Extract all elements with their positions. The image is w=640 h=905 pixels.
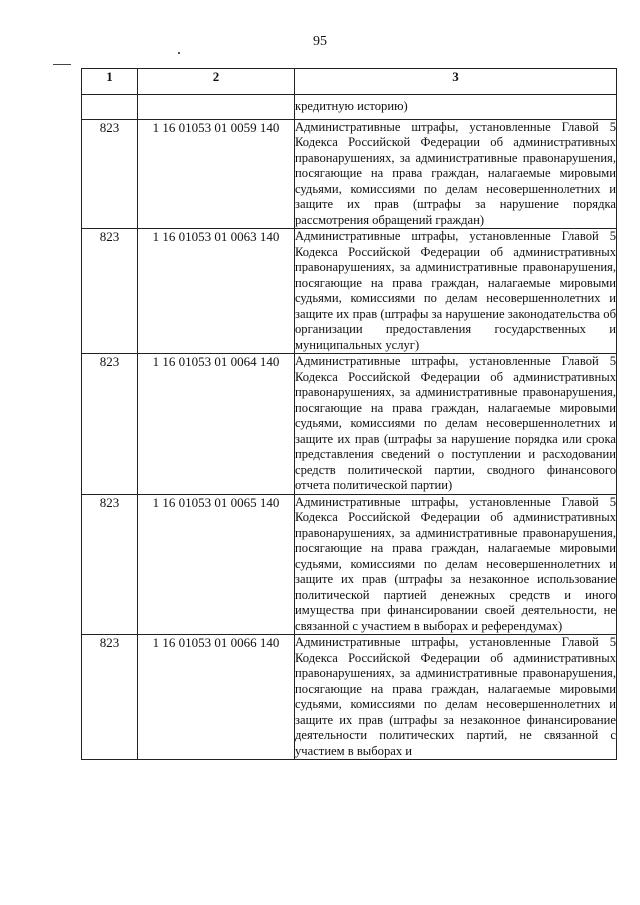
column-header-2: 2 bbox=[138, 69, 295, 95]
table-cell-admin-code: 823 bbox=[82, 494, 138, 635]
table-row-continuation bbox=[82, 95, 617, 120]
table-cell-description: Административные штрафы, установленные Главой 5 Кодекса Российской Федерации об административных правонарушениях, за административные правонарушения, посягающие на права граждан, налагаемые мировыми судьями, комиссиями по делам несовершеннолетних и защите их прав (штрафы за нарушение порядка или срока представления сведений о поступлении и расходовании средств политической партии, сводного финансового отчета политической партии) bbox=[295, 354, 616, 492]
table-cell-description: Административные штрафы, установленные Главой 5 Кодекса Российской Федерации об административных правонарушениях, за административные правонарушения, посягающие на права граждан, налагаемые мировыми судьями, комиссиями по делам несовершеннолетних и защите их прав (штрафы за незаконное использование политической партией денежных средств и иного имущества при финансировании своей деятельности, не связанной с участием в выборах и референдумах) bbox=[295, 494, 616, 633]
page-number: 95 bbox=[313, 34, 327, 49]
column-header-1: 1 bbox=[82, 69, 138, 95]
table-row bbox=[82, 229, 617, 354]
scan-artifact-line bbox=[53, 64, 71, 65]
table-cell-description: кредитную историю) bbox=[295, 95, 617, 120]
table-cell-description: Административные штрафы, установленные Главой 5 Кодекса Российской Федерации об административных правонарушениях, за административные правонарушения, посягающие на права граждан, налагаемые мировыми судьями, комиссиями по делам несовершеннолетних и защите их прав (штрафы за нарушение порядка рассмотрения обращений граждан) bbox=[295, 119, 616, 227]
table-row bbox=[82, 354, 617, 495]
column-header-3: 3 bbox=[295, 69, 617, 95]
table-cell-admin-code: 823 bbox=[82, 119, 138, 229]
table-row bbox=[82, 119, 617, 229]
table-cell-revenue-code: 1 16 01053 01 0064 140 bbox=[138, 354, 295, 495]
table-header-row bbox=[82, 69, 617, 95]
table-cell-description: Административные штрафы, установленные Главой 5 Кодекса Российской Федерации об административных правонарушениях, за административные правонарушения, посягающие на права граждан, налагаемые мировыми судьями, комиссиями по делам несовершеннолетних и защите их прав (штрафы за нарушение законодательства об организации предоставления государственных и муниципальных услуг) bbox=[295, 229, 616, 352]
table-row bbox=[82, 635, 617, 760]
table-cell-revenue-code: 1 16 01053 01 0059 140 bbox=[138, 119, 295, 229]
revenue-classification-table bbox=[81, 68, 617, 760]
table-cell-revenue-code: 1 16 01053 01 0065 140 bbox=[138, 494, 295, 635]
table-cell-description: Административные штрафы, установленные Главой 5 Кодекса Российской Федерации об административных правонарушениях, за административные правонарушения, посягающие на права граждан, налагаемые мировыми судьями, комиссиями по делам несовершеннолетних и защите их прав (штрафы за незаконное финансирование деятельности политических партий, не связанной с участием в выборах и bbox=[295, 635, 616, 758]
table-cell-admin-code: 823 bbox=[82, 354, 138, 495]
table-cell-revenue-code: 1 16 01053 01 0066 140 bbox=[138, 635, 295, 760]
table-cell-revenue-code: 1 16 01053 01 0063 140 bbox=[138, 229, 295, 354]
scan-artifact-dot bbox=[178, 52, 180, 54]
table-cell-admin-code: 823 bbox=[82, 229, 138, 354]
table-cell-empty bbox=[82, 95, 138, 120]
table-cell-admin-code: 823 bbox=[82, 635, 138, 760]
table-cell-empty bbox=[138, 95, 295, 120]
table-row bbox=[82, 494, 617, 635]
